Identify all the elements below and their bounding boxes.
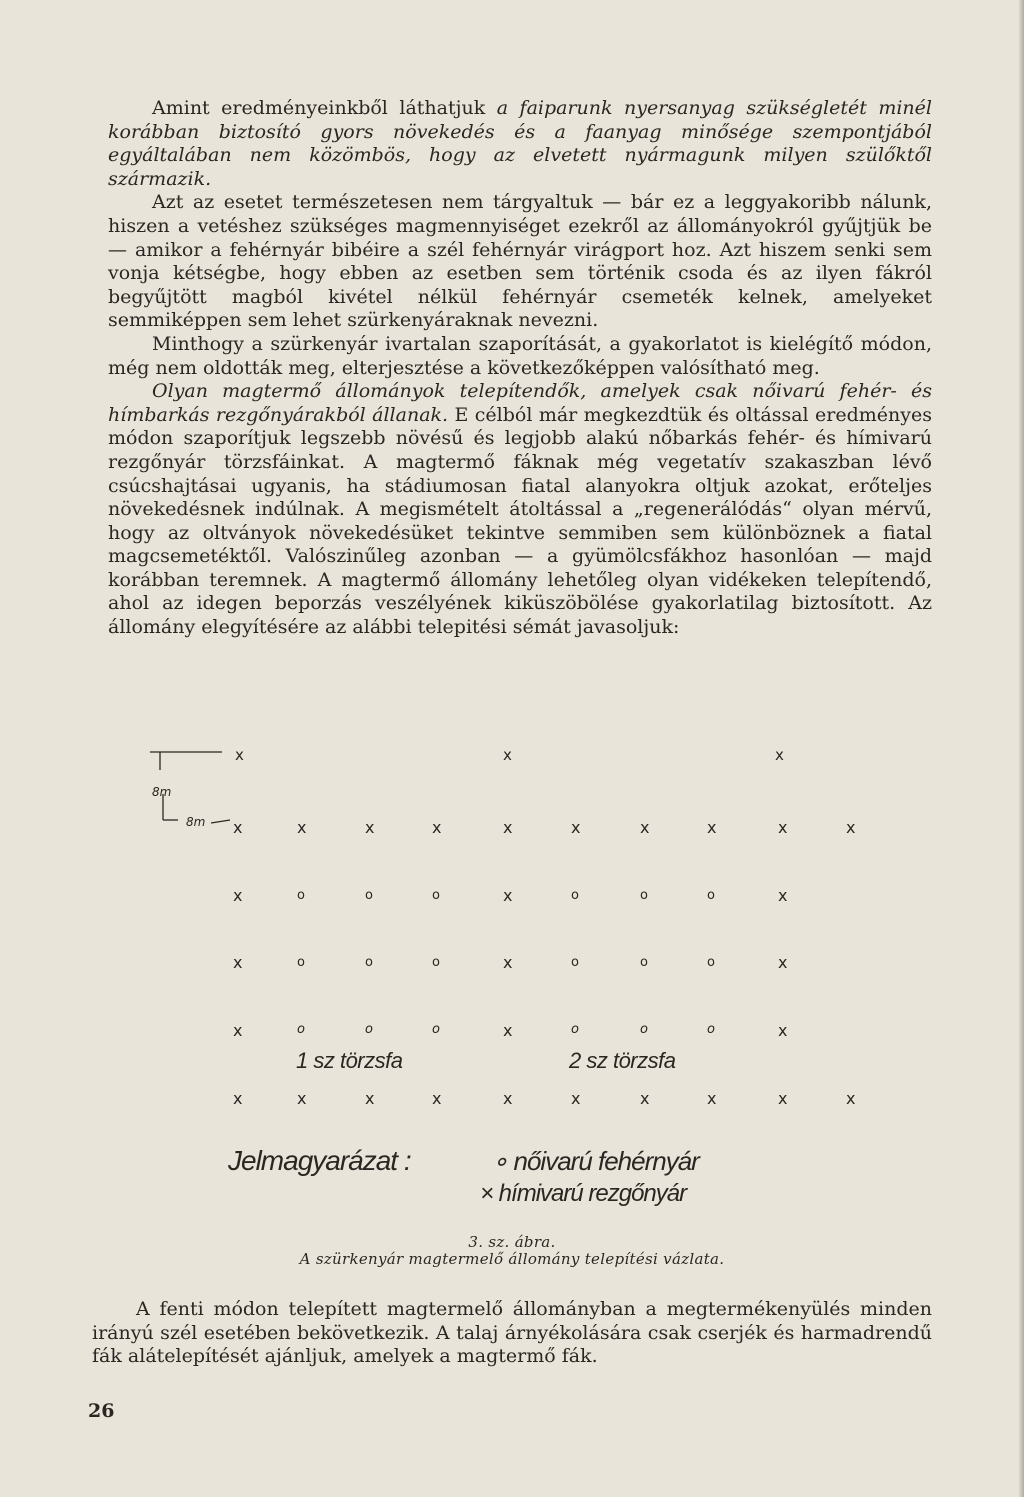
marker-x: x xyxy=(707,818,717,837)
dimension-vertical-label: 8m xyxy=(152,785,172,799)
figure-caption: A szürkenyár magtermelő állomány telepítési vázlata. xyxy=(299,1250,725,1268)
marker-x: x xyxy=(503,886,513,905)
marker-x: x xyxy=(778,953,788,972)
marker-o: o xyxy=(365,888,373,903)
figure-number: 3. sz. ábra. xyxy=(468,1233,556,1251)
scheme-row-1 xyxy=(233,818,855,837)
marker-o: o xyxy=(432,955,440,970)
marker-o: o xyxy=(707,888,715,903)
marker-x: x xyxy=(297,1089,307,1108)
paragraph-1-italic: a faiparunk nyersanyag szükségletét minél korábban biztosító gyors növekedés és a faanyag minősége szempontjából egyáltalában nem közömbös, hogy az elvetett nyármagunk milyen szülőktől származik. xyxy=(108,97,932,190)
marker-o: o xyxy=(640,888,648,903)
legend-title: Jelmagyarázat : xyxy=(228,1145,411,1176)
marker-o: o xyxy=(365,1022,373,1037)
marker-o: o xyxy=(432,888,440,903)
marker-o: o xyxy=(297,955,305,970)
marker-x: x xyxy=(432,818,442,837)
paragraph-2: Azt az esetet természetesen nem tárgyaltuk — bár ez a leggyakoribb nálunk, hiszen a vetéshez szükséges magmennyiséget ezekről az állományokról gyűjtjük be — amikor a fehérnyár bibéire a szél fehérnyár virágport hoz. Azt hiszem senki sem vonja kétségbe, hogy ebben az esetben sem történik csoda és az ilyen fákról begyűjtött magból kivétel nélkül fehérnyár csemeték kelnek, amelyeket semmiképpen sem lehet szürkenyáraknak nevezni. xyxy=(108,191,932,332)
marker-x: x xyxy=(778,1021,788,1040)
scheme-row-2 xyxy=(233,886,787,905)
marker-x: x xyxy=(233,886,243,905)
parent-tree-label-2: 2 sz törzsfa xyxy=(569,1048,676,1073)
marker-o: o xyxy=(365,955,373,970)
paragraph-5: A fenti módon telepített magtermelő állományban a megtermékenyülés minden irányú szél esetében bekövetkezik. A talaj árnyékolására csak cserjék és harmadrendű fák alátelepítését ajánljuk, amelyek a magtermő fák. xyxy=(92,1298,932,1368)
marker-x: x xyxy=(503,818,513,837)
scheme-row-4 xyxy=(233,1021,787,1040)
marker-o: o xyxy=(571,955,579,970)
marker-o: o xyxy=(571,888,579,903)
marker-x: x xyxy=(233,1089,243,1108)
legend-female: ∘ nőivarú fehérnyár xyxy=(492,1146,699,1176)
marker-o: o xyxy=(707,1022,715,1037)
paragraph-1 xyxy=(108,97,932,191)
marker-x: x xyxy=(503,1089,513,1108)
marker-o: o xyxy=(297,1022,305,1037)
marker-x: x xyxy=(233,953,243,972)
marker-x: x xyxy=(846,818,856,837)
planting-scheme-diagram xyxy=(0,730,1024,1210)
paragraph-4 xyxy=(108,380,932,640)
scheme-row-5 xyxy=(233,1089,855,1108)
paragraph-4-rest: E célból már megkezdtük és oltással eredményes módon szaporítjuk legszebb növésű és legjobb alakú nőbarkás fehér- és hímivarú rezgőnyár törzsfáinkat. A magtermő fáknak még vegetatív szakaszban lévő csúcshajtásai ugyanis, ha stádiumosan fiatal alanyokra oltjuk azokat, erőteljes növekedésnek indúlnak. A megismételt átoltással a „regenerálódás“ olyan mérvű, hogy az oltványok növekedésüket tekintve semmiben sem különböznek a fiatal magcsemetéktől. Valószinűleg azonban — a gyümölcsfákhoz hasonlóan — majd korábban teremnek. A magtermő állomány lehetőleg olyan vidékeken telepítendő, ahol az idegen beporzás veszélyének kiküszöbölése gyakorlatilag biztosított. Az állomány elegyítésére az alábbi telepitési sémát javasoljuk: xyxy=(108,403,932,639)
marker-o: o xyxy=(640,1022,648,1037)
marker-x: x xyxy=(775,746,784,764)
body-text-bottom xyxy=(92,1298,932,1369)
marker-x: x xyxy=(365,818,375,837)
marker-o: o xyxy=(297,888,305,903)
marker-x: x xyxy=(778,1089,788,1108)
marker-x: x xyxy=(233,818,243,837)
marker-x: x xyxy=(640,818,650,837)
scheme-row-0 xyxy=(235,746,784,764)
marker-x: x xyxy=(778,886,788,905)
marker-x: x xyxy=(503,746,512,764)
paragraph-3: Minthogy a szürkenyár ivartalan szaporítását, a gyakorlatot is kielégítő módon, még nem oldották meg, elterjesztése a következőképpen valósítható meg. xyxy=(108,332,932,379)
page-edge-shadow xyxy=(1018,0,1024,1497)
scheme-row-3 xyxy=(233,953,787,972)
marker-o: o xyxy=(707,955,715,970)
marker-o: o xyxy=(640,955,648,970)
parent-tree-label-1: 1 sz törzsfa xyxy=(296,1048,403,1073)
marker-x: x xyxy=(571,818,581,837)
marker-o: o xyxy=(571,1022,579,1037)
paragraph-1-lead: Amint eredményeinkből láthatjuk xyxy=(152,97,497,119)
body-text-top xyxy=(108,97,932,640)
marker-x: x xyxy=(432,1089,442,1108)
marker-x: x xyxy=(707,1089,717,1108)
dimension-horizontal-label: 8m xyxy=(186,815,206,829)
marker-o: o xyxy=(432,1022,440,1037)
paragraph-4-italic: Olyan magtermő állományok telepítendők, amelyek csak nőivarú fehér- és hímbarkás rezgőnyárakból állanak. xyxy=(108,380,932,426)
page-number: 26 xyxy=(88,1400,115,1422)
marker-x: x xyxy=(846,1089,856,1108)
marker-x: x xyxy=(365,1089,375,1108)
marker-x: x xyxy=(233,1021,243,1040)
marker-x: x xyxy=(503,1021,513,1040)
marker-x: x xyxy=(640,1089,650,1108)
legend-male: × hímivarú rezgőnyár xyxy=(480,1180,687,1207)
marker-x: x xyxy=(503,953,513,972)
marker-x: x xyxy=(235,746,244,764)
marker-x: x xyxy=(571,1089,581,1108)
marker-x: x xyxy=(778,818,788,837)
marker-x: x xyxy=(297,818,307,837)
